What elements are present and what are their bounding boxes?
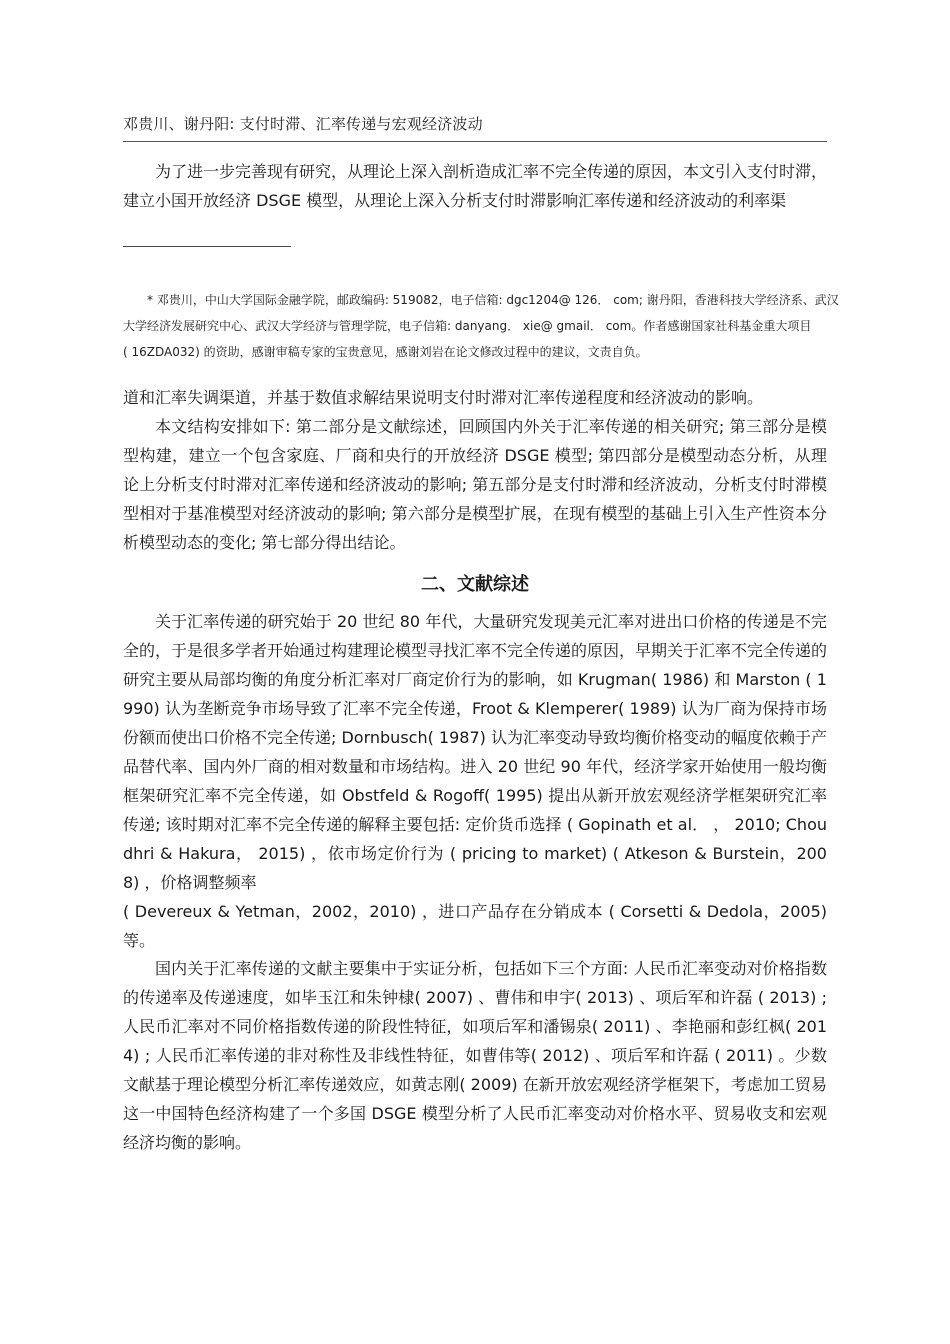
intro-top-block (123, 157, 827, 215)
running-header: 邓贵川、谢丹阳: 支付时滞、汇率传递与宏观经济波动 (123, 115, 483, 133)
footnote (123, 287, 843, 365)
literature-paragraph-1-tail: ( Devereux & Yetman，2002，2010) ，进口产品存在分销成本 ( Corsetti & Dedola，2005) 等。 (123, 902, 827, 950)
literature-paragraph-2: 国内关于汇率传递的文献主要集中于实证分析，包括如下三个方面: 人民币汇率变动对价格指数的传递率及传递速度，如毕玉江和朱钟棣( 2007) 、曹伟和申宇( 2013) 、项后军和许磊 ( 2013) ; 人民币汇率对不同价格指数传递的阶段性特征，如项后军和潘锡泉( 2011) 、李艳丽和彭红枫( 2014) ; 人民币汇率传递的非对称性及非线性特征，如曹伟等( 2012) 、项后军和许磊 ( 2011) 。少数文献基于理论模型分析汇率传递效应，如黄志刚( 2009) 在新开放宏观经济学框架下，考虑加工贸易这一中国特色经济构建了一个多国 DSGE 模型分析了人民币汇率变动对价格水平、贸易收支和宏观经济均衡的影响。 (123, 959, 827, 1152)
footnote-line-2: ( 16ZDA032) 的资助，感谢审稿专家的宝贵意见，感谢刘岩在论文修改过程中的建议，文责自负。 (123, 345, 648, 359)
intro-continued-block (123, 383, 827, 557)
section-title-literature-review: 二、文献综述 (421, 574, 529, 595)
literature-block-1 (123, 607, 827, 955)
literature-paragraph-1: 关于汇率传递的研究始于 20 世纪 80 年代，大量研究发现美元汇率对进出口价格的传递是不完全的，于是很多学者开始通过构建理论模型寻找汇率不完全传递的原因，早期关于汇率不完全传递的研究主要从局部均衡的角度分析汇率对厂商定价行为的影响，如 Krugman( 1986) 和 Marston ( 1990) 认为垄断竞争市场导致了汇率不完全传递，Froot & Klemperer( 1989) 认为厂商为保持市场份额而使出口价格不完全传递; Dornbusch( 1987) 认为汇率变动导致均衡价格变动的幅度依赖于产品替代率、国内外厂商的相对数量和市场结构。进入 20 世纪 90 年代，经济学家开始使用一般均衡框架研究汇率不完全传递，如 Obstfeld & Rogoff( 1995) 提出从新开放宏观经济学框架研究汇率传递; 该时期对汇率不完全传递的解释主要包括: 定价货币选择 ( Gopinath et al． ， 2010; Choudhri & Hakura， 2015) ，依市场定价行为 ( pricing to market) ( Atkeson & Burstein，2008) ，价格调整频率 (123, 612, 828, 892)
literature-block-2 (123, 954, 827, 1157)
header-rule (123, 141, 827, 142)
intro-paragraph-tail: 道和汇率失调渠道，并基于数值求解结果说明支付时滞对汇率传递程度和经济波动的影响。 (123, 388, 764, 407)
footnote-line-1: * 邓贵川，中山大学国际金融学院，邮政编码: 519082，电子信箱: dgc1204@ 126． com; 谢丹阳，香港科技大学经济系、武汉大学经济发展研究中心、武汉大学经济与管理学院，电子信箱: danyang． xie@ gmail． com。作者感谢国家社科基金重大项目 (123, 293, 839, 333)
structure-paragraph: 本文结构安排如下: 第二部分是文献综述，回顾国内外关于汇率传递的相关研究; 第三部分是模型构建，建立一个包含家庭、厂商和央行的开放经济 DSGE 模型; 第四部分是模型动态分析，从理论上分析支付时滞对汇率传递和经济波动的影响; 第五部分是支付时滞和经济波动，分析支付时滞模型相对于基准模型对经济波动的影响; 第六部分是模型扩展，在现有模型的基础上引入生产性资本分析模型动态的变化; 第七部分得出结论。 (123, 417, 827, 552)
intro-paragraph-top: 为了进一步完善现有研究，从理论上深入剖析造成汇率不完全传递的原因，本文引入支付时滞，建立小国开放经济 DSGE 模型，从理论上深入分析支付时滞影响汇率传递和经济波动的利率渠 (123, 162, 828, 210)
footnote-rule (123, 246, 291, 247)
